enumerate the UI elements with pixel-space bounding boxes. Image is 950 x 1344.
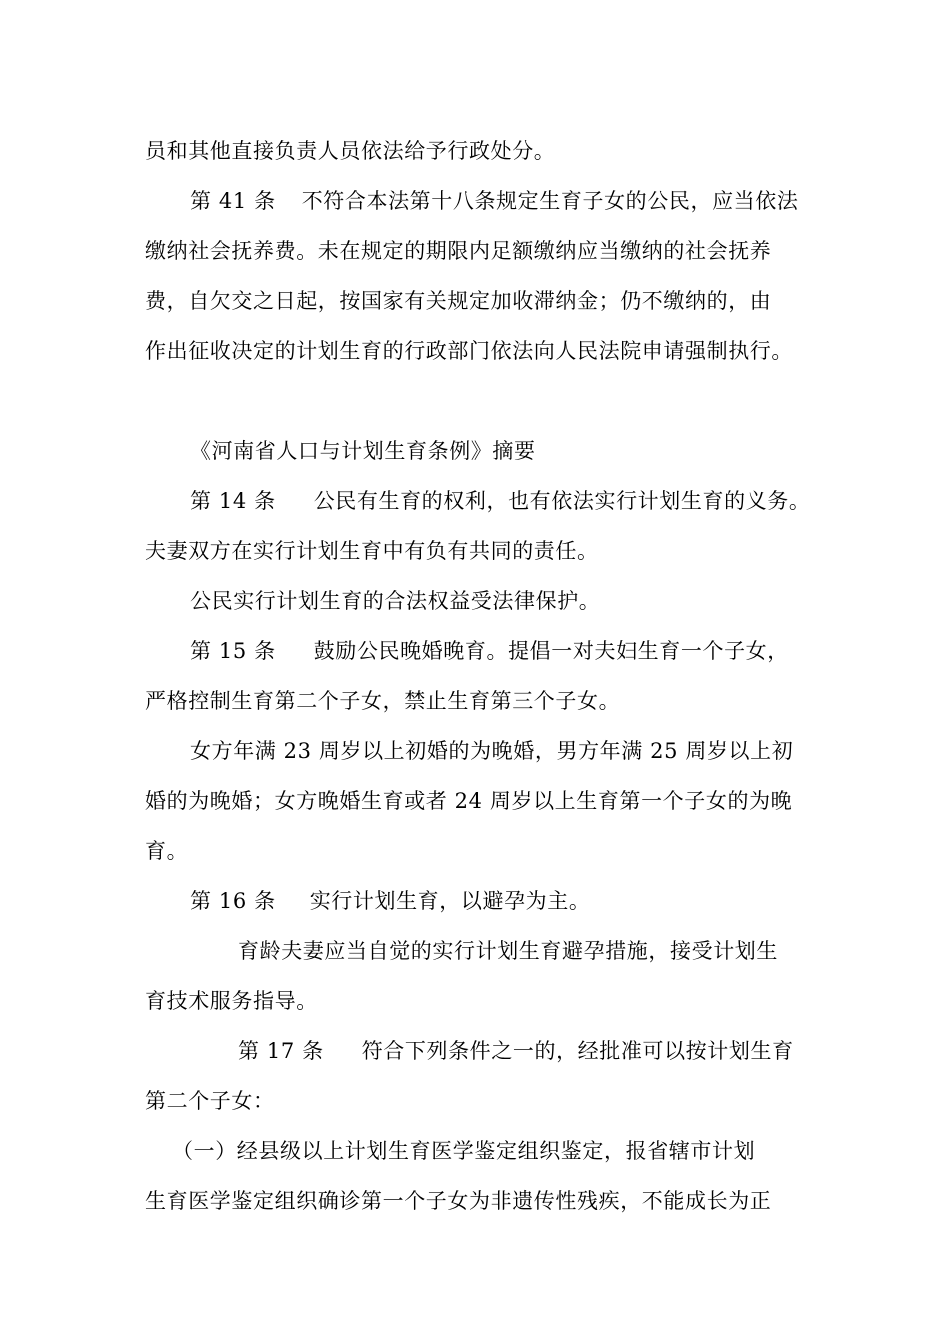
- article-text: 不符合本法第十八条规定生育子女的公民，应当依法: [301, 189, 799, 213]
- text-line: （一）经县级以上计划生育医学鉴定组织鉴定，报省辖市计划: [172, 1139, 756, 1163]
- text-line: 员和其他直接负责人员依法给予行政处分。: [145, 139, 556, 163]
- text-line: 第二个子女：: [145, 1089, 275, 1113]
- article-label: 第 15 条: [190, 639, 276, 663]
- article-text: 实行计划生育，以避孕为主。: [309, 889, 591, 913]
- text-line: 夫妻双方在实行计划生育中有负有共同的责任。: [145, 539, 599, 563]
- article-14-line: [190, 487, 811, 515]
- article-16-line: [190, 887, 591, 915]
- text-line: 生育医学鉴定组织确诊第一个子女为非遗传性残疾，不能成长为正: [145, 1189, 772, 1213]
- text-line: 严格控制生育第二个子女，禁止生育第三个子女。: [145, 689, 621, 713]
- article-17-line: [238, 1037, 794, 1065]
- article-label: 第 16 条: [190, 889, 276, 913]
- text-line: 女方年满 23 周岁以上初婚的为晚婚，男方年满 25 周岁以上初: [190, 739, 794, 763]
- text-line: 缴纳社会抚养费。未在规定的期限内足额缴纳应当缴纳的社会抚养: [145, 239, 772, 263]
- article-41-line: [190, 187, 799, 215]
- article-text: 鼓励公民晚婚晚育。提倡一对夫妇生育一个子女，: [313, 639, 789, 663]
- text-line: 婚的为晚婚；女方晚婚生育或者 24 周岁以上生育第一个子女的为晚: [145, 789, 793, 813]
- text-line: 公民实行计划生育的合法权益受法律保护。: [190, 589, 601, 613]
- text-line: 作出征收决定的计划生育的行政部门依法向人民法院申请强制执行。: [145, 339, 793, 363]
- section-title: 《河南省人口与计划生育条例》摘要: [190, 439, 536, 463]
- article-15-line: [190, 637, 789, 665]
- article-label: 第 14 条: [190, 489, 276, 513]
- text-line: 育龄夫妻应当自觉的实行计划生育避孕措施，接受计划生: [238, 939, 778, 963]
- article-label: 第 41 条: [190, 189, 276, 213]
- article-text: 符合下列条件之一的，经批准可以按计划生育: [361, 1039, 794, 1063]
- article-label: 第 17 条: [238, 1039, 324, 1063]
- text-line: 育技术服务指导。: [145, 989, 318, 1013]
- article-text: 公民有生育的权利，也有依法实行计划生育的义务。: [313, 489, 811, 513]
- text-line: 育。: [145, 839, 189, 863]
- text-line: 费，自欠交之日起，按国家有关规定加收滞纳金；仍不缴纳的，由: [145, 289, 772, 313]
